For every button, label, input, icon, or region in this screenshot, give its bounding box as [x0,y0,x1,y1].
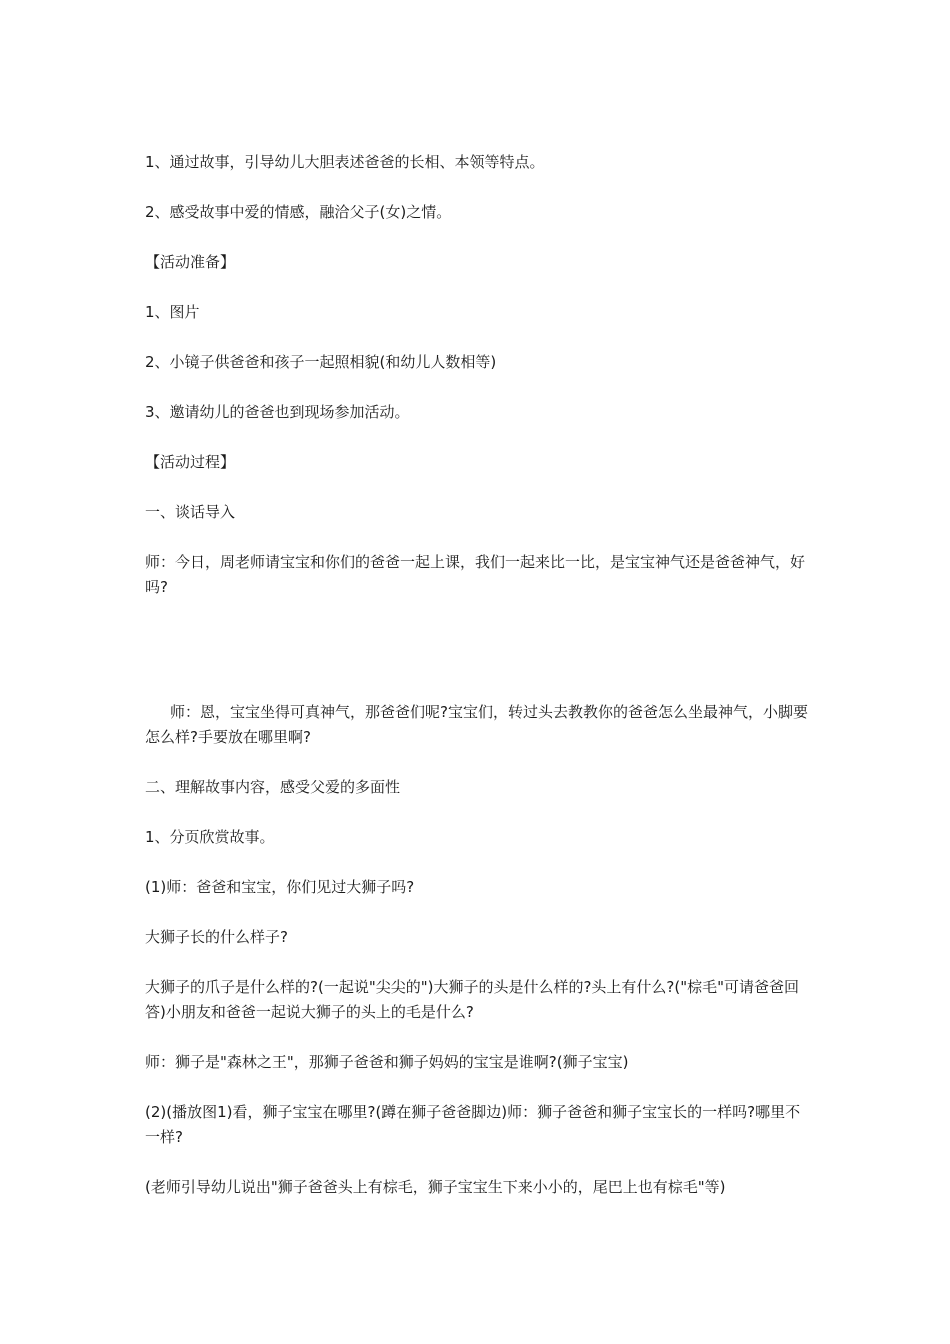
spacer [145,175,815,200]
spacer [145,600,815,700]
spacer [145,425,815,450]
spacer [145,900,815,925]
paragraph-picture-1: (2)(播放图1)看，狮子宝宝在哪里?(蹲在狮子爸爸脚边)师：狮子爸爸和狮子宝宝长的一样吗?哪里不一样? [145,1103,801,1146]
spacer [145,525,815,550]
document-body [145,150,815,1200]
paragraph-question-lion: (1)师：爸爸和宝宝，你们见过大狮子吗? [145,878,415,896]
spacer [145,325,815,350]
paragraph-goal-1: 1、通过故事，引导幼儿大胆表述爸爸的长相、本领等特点。 [145,153,545,171]
section-heading-preparation: 【活动准备】 [145,253,236,271]
paragraph-story-pages: 1、分页欣赏故事。 [145,828,275,846]
spacer [145,800,815,825]
paragraph-question-look: 大狮子长的什么样子? [145,928,288,946]
spacer [145,1075,815,1100]
spacer [145,1150,815,1175]
paragraph-prep-2: 2、小镜子供爸爸和孩子一起照相貌(和幼儿人数相等) [145,353,497,371]
spacer [145,850,815,875]
spacer [145,750,815,775]
spacer [145,1025,815,1050]
paragraph-teacher-guide: (老师引导幼儿说出"狮子爸爸头上有棕毛，狮子宝宝生下来小小的，尾巴上也有棕毛"等) [145,1178,726,1196]
paragraph-prep-3: 3、邀请幼儿的爸爸也到现场参加活动。 [145,403,410,421]
paragraph-teacher-sitting: 师：恩，宝宝坐得可真神气，那爸爸们呢?宝宝们，转过头去教教你的爸爸怎么坐最神气，小脚要怎么样?手要放在哪里啊? [145,703,808,746]
paragraph-step-2: 二、理解故事内容，感受父爱的多面性 [145,778,401,796]
spacer [145,475,815,500]
spacer [145,225,815,250]
section-heading-process: 【活动过程】 [145,453,236,471]
spacer [145,275,815,300]
spacer [145,375,815,400]
paragraph-prep-1: 1、图片 [145,303,200,321]
paragraph-goal-2: 2、感受故事中爱的情感，融洽父子(女)之情。 [145,203,452,221]
spacer [145,950,815,975]
paragraph-step-1: 一、谈话导入 [145,503,236,521]
paragraph-king-forest: 师：狮子是"森林之王"，那狮子爸爸和狮子妈妈的宝宝是谁啊?(狮子宝宝) [145,1053,629,1071]
paragraph-teacher-intro: 师：今日，周老师请宝宝和你们的爸爸一起上课，我们一起来比一比，是宝宝神气还是爸爸神气，好吗? [145,553,806,596]
paragraph-question-claws: 大狮子的爪子是什么样的?(一起说"尖尖的")大狮子的头是什么样的?头上有什么?("棕毛"可请爸爸回答)小朋友和爸爸一起说大狮子的头上的毛是什么? [145,978,800,1021]
